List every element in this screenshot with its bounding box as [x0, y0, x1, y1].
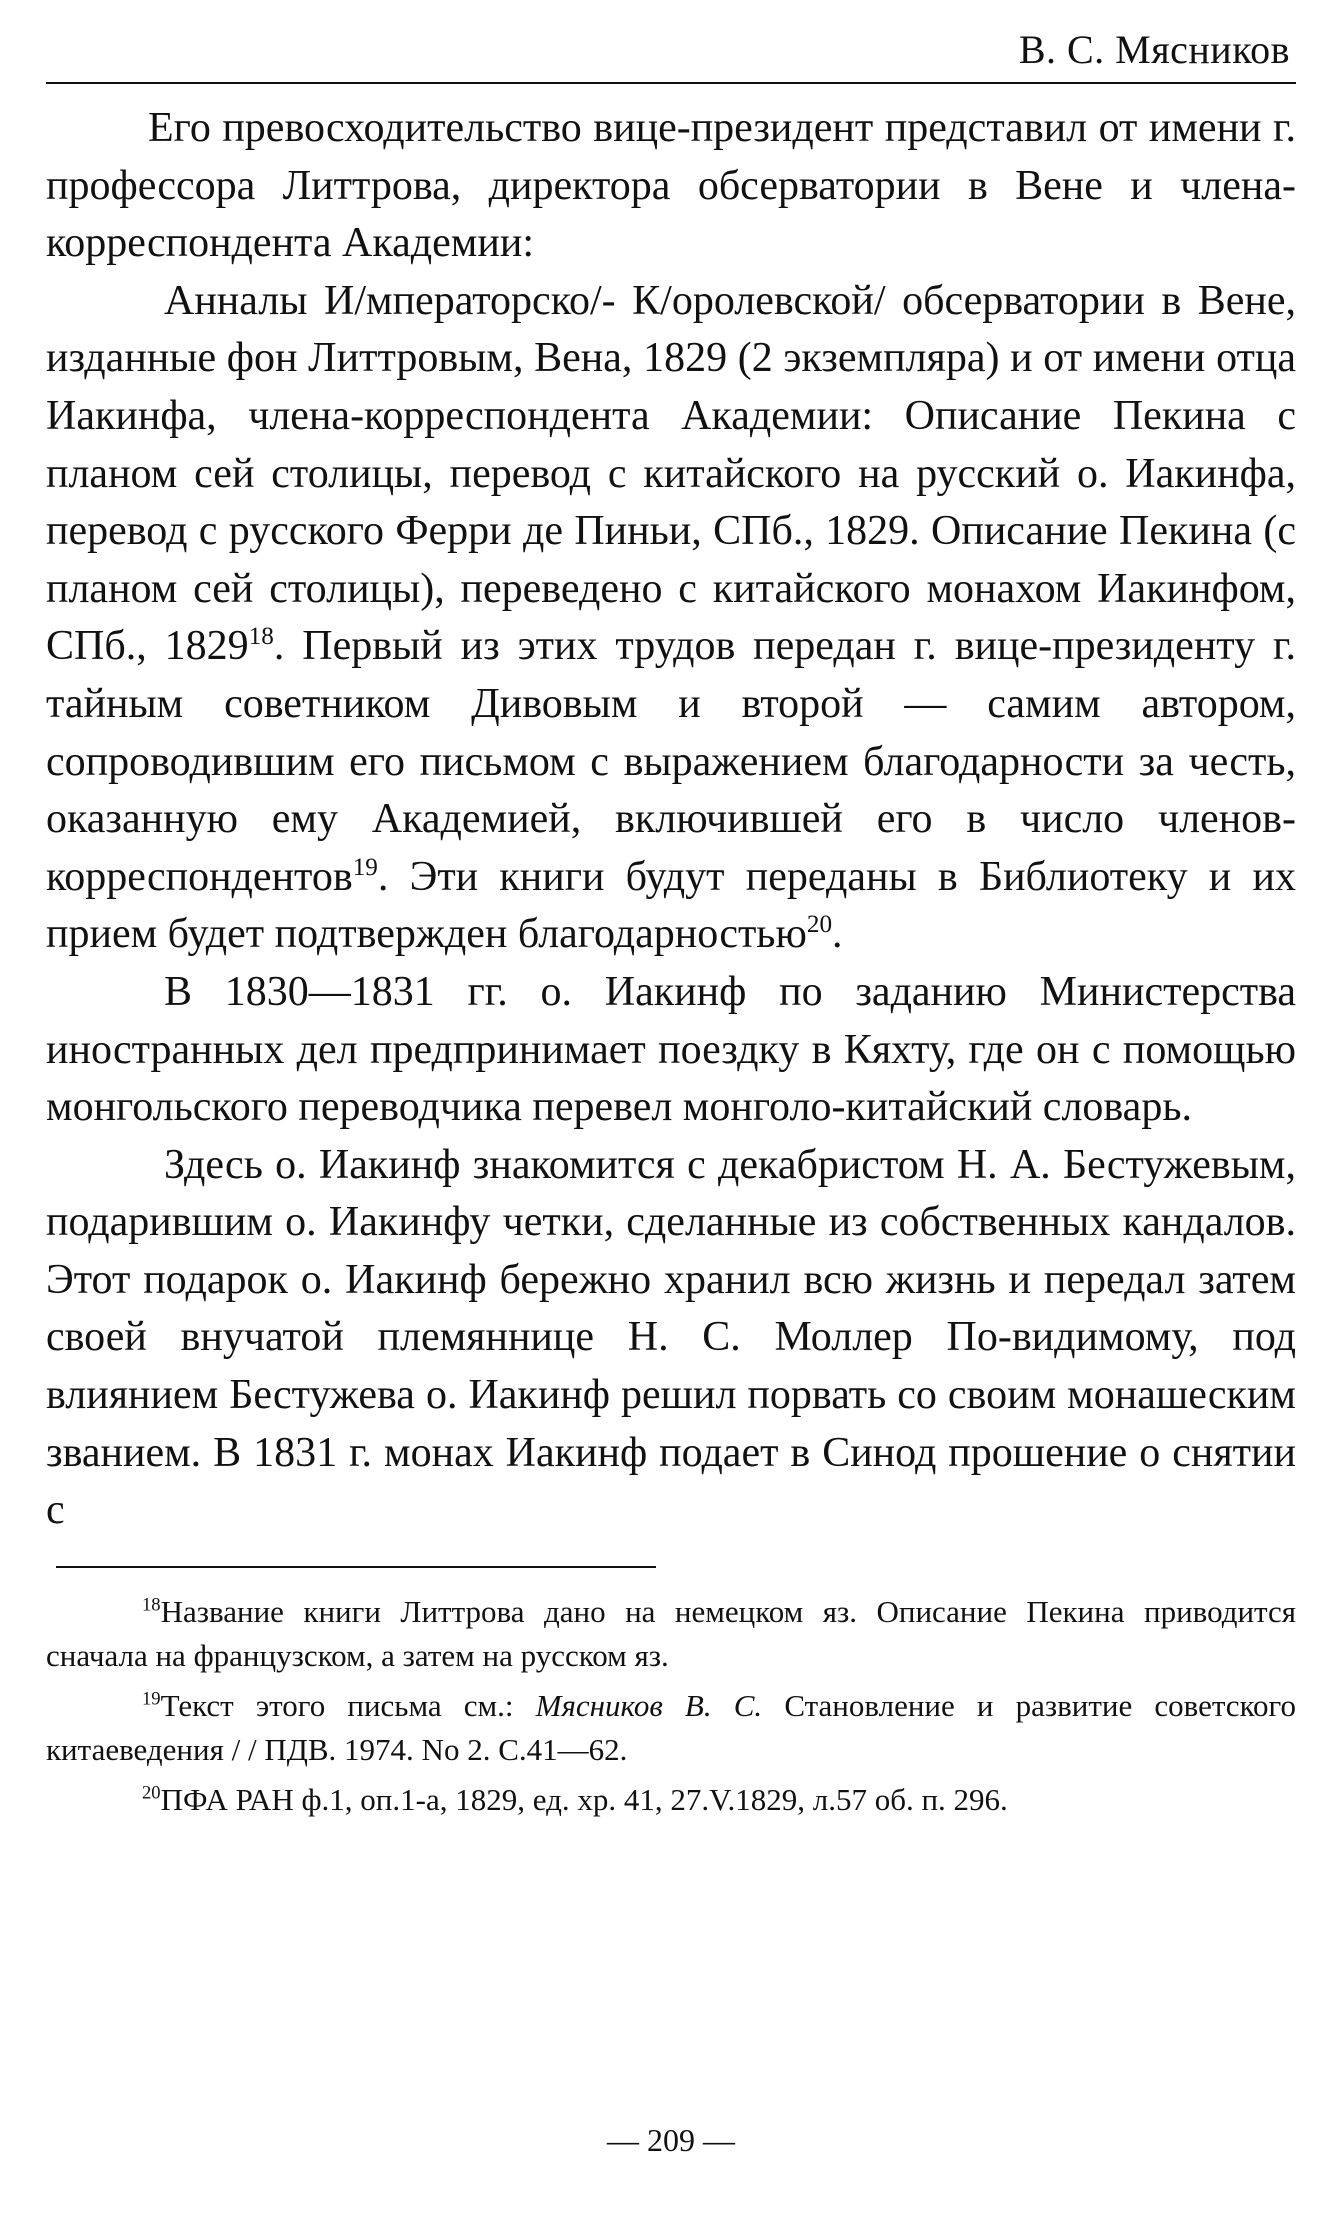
page-number: — 209 — — [607, 2122, 735, 2158]
footnotes — [46, 1590, 1296, 1822]
header-rule — [46, 82, 1296, 84]
paragraph-2-text-c: . Эти книги будут переданы в Библиотеку и их прием будет подтвержден благодарностью — [46, 853, 1296, 958]
footnote-author: Мясников В. С. — [535, 1687, 763, 1723]
book-page — [46, 22, 1296, 2212]
paragraph-4: Здесь о. Иакинф знакомится с декабристом Н. А. Бестужевым, подарившим о. Иакинфу четки, сделанные из собственных кандалов. Этот подарок о. Иакинф бережно хранил всю жизнь и передал затем своей внучатой племяннице Н. С. Моллер По-видимому, под влиянием Бестужева о. Иакинф решил порвать со своим монашеским званием. В 1831 г. монах Иакинф подает в Синод прошение о снятии с — [46, 1141, 1296, 1534]
paragraph-1: Его превосходительство вице-президент представил от имени г. профессора Литтрова, директора обсерватории в Вене и члена-корреспондента Академии: — [46, 105, 1296, 267]
footnote-ref-18[interactable]: 18 — [248, 623, 274, 651]
paragraph-2-text-a: Анналы И/мператорско/- К/оролевской/ обсерватории в Вене, изданные фон Литтровым, Вена, 1829 (2 экземпляра) и от имени отца Иакинфа, члена-корреспондента Академии: Описание Пекина с планом сей столицы, перевод с китайского на русский о. Иакинфа, перевод с русского Ферри де Пиньи, СПб., 1829. Описание Пекина (с планом сей столицы), переведено с китайского монахом Иакинфом, СПб., 1829 — [46, 277, 1296, 670]
footnote-rule — [56, 1566, 656, 1568]
footnote-text: ПФА РАН ф.1, оп.1-а, 1829, ед. хр. 41, 27.V.1829, л.57 об. п. 296. — [160, 1781, 1008, 1817]
footnote-18 — [46, 1590, 1296, 1678]
footnote-number: 18 — [142, 1594, 161, 1616]
footnote-text: Название книги Литтрова дано на немецком яз. Описание Пекина приводится сначала на французском, а затем на русском яз. — [46, 1593, 1296, 1673]
paragraph-3: В 1830—1831 гг. о. Иакинф по заданию Министерства иностранных дел предпринимает поездку в Кяхту, где он с помощью монгольского переводчика перевел монголо-китайский словарь. — [46, 968, 1296, 1131]
footnote-text: Текст этого письма см.: — [160, 1687, 536, 1723]
running-head: В. С. Мясников — [1018, 27, 1290, 72]
footnote-number: 19 — [142, 1688, 161, 1710]
footnote-ref-20[interactable]: 20 — [806, 911, 833, 939]
footnote-ref-19[interactable]: 19 — [352, 853, 378, 881]
paragraph-2-text-d: . — [832, 911, 843, 958]
footnote-20 — [46, 1778, 1296, 1822]
footnote-text: Становление и развитие советского китаеведения / / ПДВ. 1974. No 2. С.41—62. — [46, 1687, 1296, 1767]
footnote-19 — [46, 1684, 1296, 1772]
footnote-number: 20 — [142, 1782, 161, 1804]
paragraph-2-text-b: . Первый из этих трудов передан г. вице-президенту г. тайным советником Дивовым и второй — самим автором, сопроводившим его письмом с выражением благодарности за честь, оказанную ему Академией, включившей его в число членов-корреспондентов — [46, 623, 1296, 900]
body-text — [46, 100, 1296, 1540]
paragraph-2 — [46, 273, 1296, 964]
